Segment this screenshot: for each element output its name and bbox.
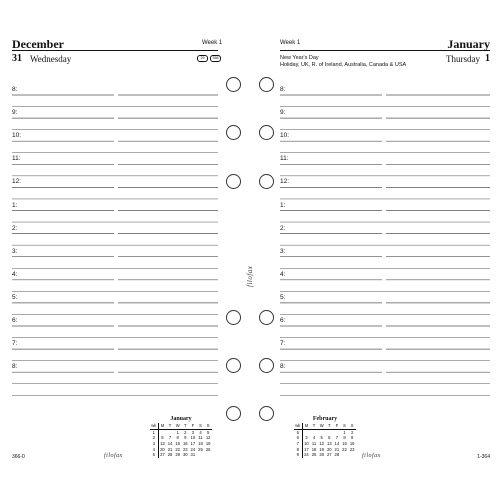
- mini-calendar-weekday: S: [204, 423, 212, 429]
- mini-calendar-day: 14: [334, 441, 340, 447]
- left-mini-calendar: [150, 416, 212, 458]
- mini-calendar-day: 19: [205, 441, 211, 447]
- hour-label: 12:: [280, 178, 290, 186]
- mini-calendar-day: 2: [184, 429, 187, 435]
- mini-calendar-day: 3: [191, 429, 195, 435]
- hour-label: 8:: [280, 363, 286, 371]
- right-month-title: January: [447, 37, 490, 51]
- hour-label: 8:: [280, 86, 286, 93]
- mini-calendar-day: 13: [160, 441, 165, 447]
- mini-calendar-day: 28: [167, 452, 173, 458]
- ring-hole: [259, 406, 274, 421]
- mini-calendar-day: 23: [182, 446, 188, 452]
- hour-label: 7:: [280, 340, 286, 348]
- ring-hole: [259, 358, 274, 373]
- left-month-title: December: [12, 37, 64, 51]
- left-day-number: 31: [12, 53, 22, 64]
- moon-badge-day-of-year: 29: [197, 55, 208, 62]
- right-holiday-detail: Holiday, UK, R. of Ireland, Australia, Canada & USA: [280, 62, 407, 68]
- mini-calendar-day: 15: [342, 441, 347, 447]
- ring-hole: [226, 310, 241, 325]
- hour-label: 3:: [12, 247, 18, 255]
- mini-calendar-week-number: 3: [150, 441, 158, 447]
- mini-calendar-day: 27: [160, 452, 165, 458]
- mini-calendar-day: 16: [349, 441, 355, 447]
- hour-label: 5:: [280, 293, 286, 301]
- mini-calendar-day: 22: [175, 446, 180, 452]
- mini-calendar-day: 11: [311, 441, 317, 447]
- hour-label: 7:: [12, 340, 18, 348]
- mini-calendar-week-number: 8: [294, 446, 302, 452]
- mini-calendar-day: 19: [319, 446, 324, 452]
- right-holiday-title: New Year's Day: [280, 55, 319, 61]
- mini-calendar-day: 28: [334, 452, 340, 458]
- hour-label: 10:: [280, 132, 290, 140]
- mini-calendar-day: 13: [326, 441, 332, 447]
- hour-label: 5:: [12, 293, 18, 301]
- mini-calendar-day: 25: [198, 446, 203, 452]
- mini-calendar-week-number: 6: [294, 435, 302, 441]
- right-day-number: 1: [485, 53, 490, 64]
- right-mini-calendar-title: February: [312, 416, 338, 422]
- mini-calendar-day: 6: [328, 435, 331, 441]
- mini-calendar-week-number: 9: [294, 452, 302, 458]
- moon-badge-days-left: 358: [210, 55, 221, 62]
- mini-calendar-day: 14: [167, 441, 173, 447]
- mini-calendar-week-number: 5: [294, 429, 302, 435]
- ring-hole: [226, 358, 241, 373]
- mini-calendar-weekday: S: [197, 423, 205, 429]
- hour-label: 4:: [280, 270, 286, 278]
- mini-calendar-day: 31: [190, 452, 196, 458]
- mini-calendar-weekday: wk: [151, 423, 157, 429]
- mini-calendar-week-number: 5: [150, 452, 158, 458]
- hour-label: 12:: [12, 178, 22, 186]
- hour-label: 9:: [12, 109, 18, 117]
- mini-calendar-weekday: F: [333, 423, 341, 429]
- mini-calendar-day: 16: [182, 441, 188, 447]
- right-mini-calendar-table: [294, 423, 356, 458]
- mini-calendar-day: 8: [176, 435, 179, 441]
- mini-calendar-day: 7: [335, 435, 339, 441]
- mini-calendar-weekday: M: [302, 423, 310, 429]
- left-brand-logo: filofax: [104, 453, 123, 459]
- ring-hole: [226, 125, 241, 140]
- mini-calendar-day: [204, 452, 212, 458]
- mini-calendar-day: 15: [175, 441, 180, 447]
- hour-label: 1:: [280, 201, 286, 209]
- hour-label: 10:: [12, 132, 22, 140]
- hour-label: 2:: [280, 224, 286, 232]
- mini-calendar-week-number: 2: [150, 435, 158, 441]
- hour-label: 8:: [12, 363, 18, 371]
- mini-calendar-day: 9: [184, 435, 187, 441]
- mini-calendar-weekday: F: [189, 423, 197, 429]
- hour-label: 4:: [12, 270, 18, 278]
- mini-calendar-day: 20: [326, 446, 332, 452]
- hour-label: 3:: [280, 247, 286, 255]
- ring-hole: [226, 406, 241, 421]
- mini-calendar-week-number: 1: [150, 429, 158, 435]
- mini-calendar-day: 18: [311, 446, 317, 452]
- mini-calendar-day: 4: [199, 429, 202, 435]
- mini-calendar-day: 23: [349, 446, 355, 452]
- mini-calendar-weekday: M: [158, 423, 166, 429]
- ring-hole: [259, 77, 274, 92]
- mini-calendar-day: 12: [319, 441, 324, 447]
- mini-calendar-day: 22: [342, 446, 347, 452]
- hour-label: 9:: [280, 109, 286, 117]
- mini-calendar-day: 9: [350, 435, 354, 441]
- mini-calendar-day: 3: [305, 435, 308, 441]
- left-day-name: Wednesday: [30, 54, 72, 64]
- ring-hole: [259, 310, 274, 325]
- mini-calendar-weekday: T: [166, 423, 174, 429]
- hour-label: 11:: [12, 155, 21, 163]
- hour-label: 8:: [12, 86, 18, 93]
- ring-hole: [226, 77, 241, 92]
- mini-calendar-day: 12: [205, 435, 211, 441]
- right-page: [272, 0, 500, 500]
- mini-calendar-weekday: S: [348, 423, 356, 429]
- mini-calendar-day: 30: [182, 452, 188, 458]
- mini-calendar-day: 8: [343, 435, 346, 441]
- hour-label: 6:: [12, 317, 18, 324]
- mini-calendar-weekday: T: [325, 423, 333, 429]
- ring-hole: [226, 174, 241, 189]
- mini-calendar-day: 5: [320, 435, 323, 441]
- mini-calendar-day: 26: [319, 452, 324, 458]
- ring-hole: [259, 125, 274, 140]
- mini-calendar-day: 11: [198, 435, 203, 441]
- mini-calendar-day: 20: [160, 446, 165, 452]
- mini-calendar-week-number: 7: [294, 441, 302, 447]
- mini-calendar-day: 29: [175, 452, 180, 458]
- mini-calendar-weekday: T: [310, 423, 318, 429]
- mini-calendar-day: 17: [304, 446, 309, 452]
- right-brand-logo: filofax: [362, 453, 381, 459]
- left-page: [0, 0, 228, 500]
- hour-label: 11:: [280, 155, 289, 163]
- right-week-label: Week 1: [280, 40, 301, 46]
- mini-calendar-day: 21: [334, 446, 340, 452]
- mini-calendar-day: 1: [176, 429, 179, 435]
- mini-calendar-day: 4: [312, 435, 316, 441]
- right-page-number: 1-364: [477, 454, 490, 460]
- hour-label: 2:: [12, 224, 18, 232]
- mini-calendar-day: 21: [167, 446, 173, 452]
- left-week-label: Week 1: [202, 40, 223, 46]
- mini-calendar-day: 17: [190, 441, 196, 447]
- mini-calendar-week-row: [294, 452, 356, 458]
- mini-calendar-day: 2: [350, 429, 354, 435]
- left-mini-calendar-title: January: [170, 416, 192, 422]
- mini-calendar-weekday: W: [175, 423, 180, 429]
- left-mini-calendar-table: [150, 423, 212, 458]
- mini-calendar-day: 26: [205, 446, 211, 452]
- mini-calendar-day: 24: [190, 446, 196, 452]
- spine-brand-logo: filofax: [246, 265, 254, 287]
- mini-calendar-day: 24: [304, 452, 309, 458]
- right-day-name: Thursday: [446, 54, 480, 64]
- mini-calendar-weekday: W: [319, 423, 324, 429]
- mini-calendar-day: [341, 452, 349, 458]
- right-mini-calendar: [294, 416, 356, 458]
- hour-label: 6:: [280, 317, 286, 324]
- mini-calendar-weekday: wk: [295, 423, 301, 429]
- mini-calendar-week-row: [150, 452, 212, 458]
- mini-calendar-day: 6: [161, 435, 164, 441]
- ring-hole: [259, 174, 274, 189]
- mini-calendar-day: 1: [343, 429, 346, 435]
- hour-label: 1:: [12, 201, 18, 209]
- mini-calendar-day: 10: [304, 441, 309, 447]
- left-page-number: 366-0: [12, 454, 25, 460]
- mini-calendar-day: 7: [168, 435, 172, 441]
- mini-calendar-week-number: 4: [150, 446, 158, 452]
- mini-calendar-day: 10: [190, 435, 196, 441]
- mini-calendar-day: 5: [206, 429, 210, 435]
- mini-calendar-weekday: T: [181, 423, 189, 429]
- mini-calendar-day: [197, 452, 205, 458]
- mini-calendar-day: 27: [326, 452, 332, 458]
- mini-calendar-weekday: S: [341, 423, 349, 429]
- mini-calendar-day: [348, 452, 356, 458]
- mini-calendar-day: 18: [198, 441, 203, 447]
- mini-calendar-day: 25: [311, 452, 317, 458]
